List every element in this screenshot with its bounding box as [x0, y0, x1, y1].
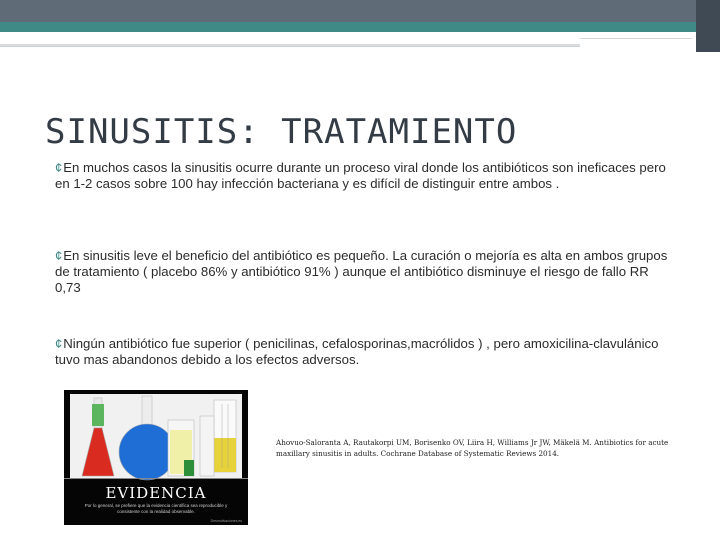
bullet-icon: ¢: [55, 336, 63, 351]
decorative-line: [0, 46, 580, 47]
evidence-poster-image: [64, 390, 248, 525]
bullet-point: [55, 160, 670, 192]
bullet-icon: ¢: [55, 160, 63, 175]
reference-citation: Ahovuo-Saloranta A, Rautakorpi UM, Borisenko OV, Liira H, Williams Jr JW, Mäkelä M. Antibiotics for acute maxillary sinusitis in adults. Cochrane Database of Systematic Reviews 2014.: [276, 438, 669, 458]
bullet-point: [55, 336, 670, 368]
bullet-text: Ningún antibiótico fue superior ( penicilinas, cefalosporinas,macrólidos ) , pero amoxicilina-clavulánico tuvo mas abandonos debido a los efectos adversos.: [55, 336, 659, 367]
corner-block: [696, 0, 720, 52]
decorative-line: [580, 38, 692, 39]
teal-accent-strip: [0, 22, 696, 32]
evidence-image-credit: Desmotivaciones.es: [210, 519, 242, 523]
bullet-text: En sinusitis leve el beneficio del antibiótico es pequeño. La curación o mejoría es alta en ambos grupos de tratamiento ( placebo 86% y antibiótico 91% ) aunque el antibiótico disminuye el riesgo de fallo RR 0,73: [55, 248, 668, 295]
bullet-text: En muchos casos la sinusitis ocurre durante un proceso viral donde los antibióticos son ineficaces pero en 1-2 casos sobre 100 hay infección bacteriana y es difícil de distinguir entre ambos .: [55, 160, 666, 191]
evidence-image-caption: Por lo general, se prefiere que la evidencia científica sea reproducible y consistente con la realidad observable.: [84, 503, 228, 514]
evidence-image-title: EVIDENCIA: [105, 484, 207, 502]
slide-title: SINUSITIS: TRATAMIENTO: [45, 112, 518, 152]
slide-top-band: [0, 0, 720, 24]
bullet-point: [55, 248, 670, 296]
bullet-icon: ¢: [55, 248, 63, 263]
